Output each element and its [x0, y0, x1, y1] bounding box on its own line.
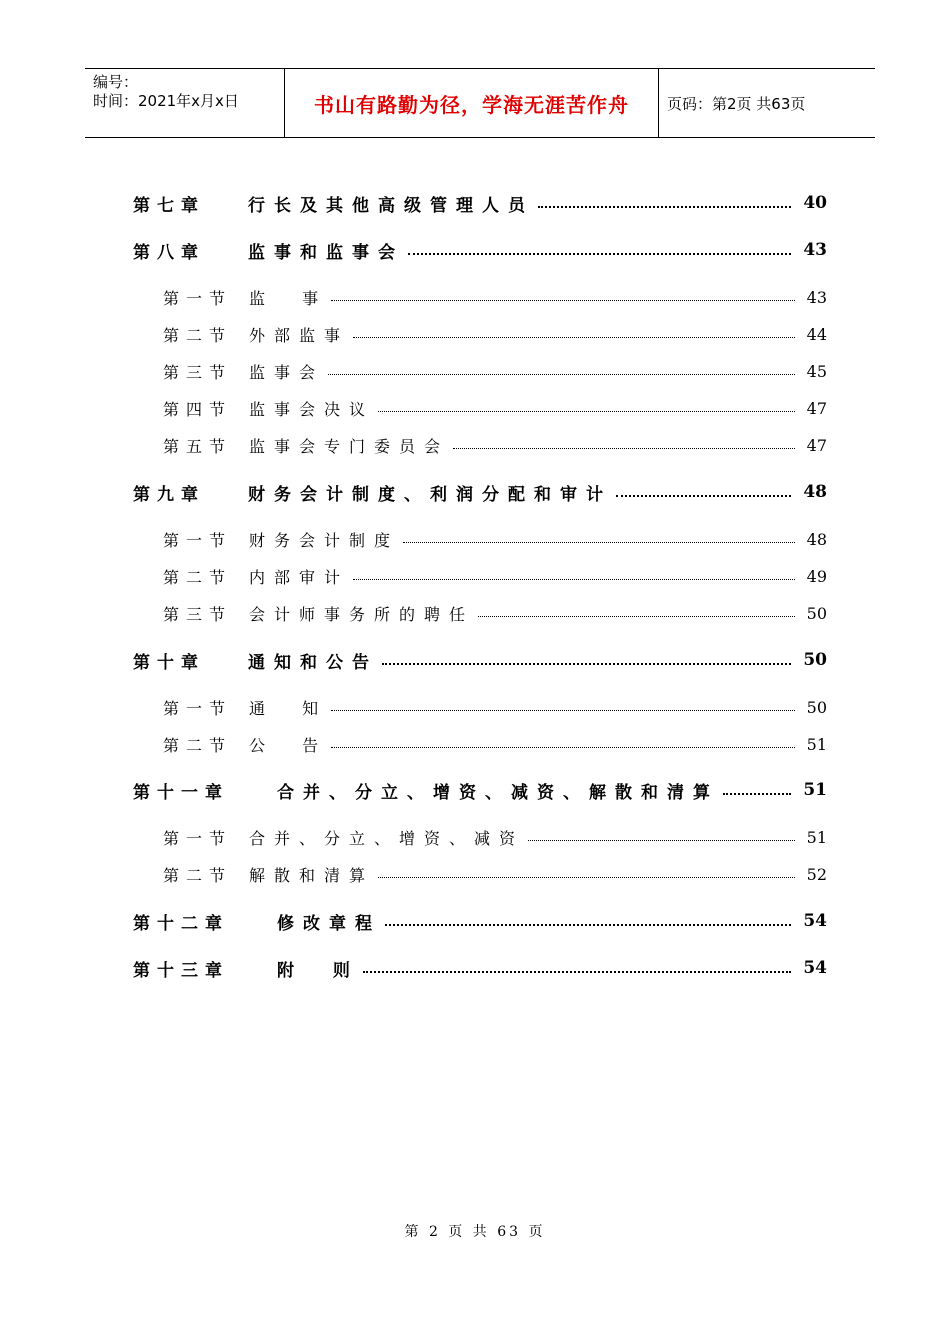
header-page-info: 页码：第2页 共63页	[667, 94, 806, 113]
toc-entry-page: 47	[806, 435, 827, 455]
toc-entry-page: 54	[803, 958, 827, 978]
toc-entry-number: 第三节	[163, 362, 233, 382]
toc-entry-page: 50	[806, 697, 827, 717]
header-motto-cell	[285, 69, 659, 137]
toc-dot-leader	[453, 447, 795, 449]
toc-dot-leader	[403, 541, 795, 543]
toc-entry-title: 修改章程	[277, 913, 381, 934]
toc-entry-title: 财务会计制度	[249, 530, 400, 550]
toc-entry-title: 监事会决议	[249, 399, 375, 419]
header-meta	[85, 69, 285, 137]
toc-chapter-entry[interactable]	[133, 480, 827, 504]
toc-entry-number: 第八章	[133, 242, 205, 263]
toc-entry-page: 52	[806, 864, 827, 884]
toc-entry-page: 51	[803, 780, 827, 800]
toc-entry-title: 监事会专门委员会	[249, 436, 450, 456]
toc-entry-number: 第九章	[133, 484, 205, 505]
toc-section-entry[interactable]	[133, 695, 827, 719]
toc-chapter-entry[interactable]	[133, 778, 827, 802]
page-footer: 第 2 页 共 63 页	[404, 1224, 546, 1240]
toc-entry-title: 行长及其他高级管理人员	[248, 195, 534, 216]
toc-entry-number: 第一节	[163, 288, 233, 308]
toc-section-entry[interactable]	[133, 433, 827, 457]
page-header	[85, 68, 875, 138]
toc-dot-leader	[328, 373, 795, 375]
toc-section-entry[interactable]	[133, 322, 827, 346]
toc-entry-title: 合并、分立、增资、减资、解散和清算	[277, 782, 719, 803]
toc-section-entry[interactable]	[133, 285, 827, 309]
toc-dot-leader	[353, 336, 795, 338]
toc-section-entry[interactable]	[133, 527, 827, 551]
toc-entry-title: 通 知	[249, 698, 328, 718]
toc-entry-title: 公 告	[249, 735, 328, 755]
time-label: 时间：2021年x月x日	[93, 92, 239, 110]
toc-entry-page: 43	[806, 287, 827, 307]
toc-section-entry[interactable]	[133, 564, 827, 588]
toc-entry-number: 第二节	[163, 325, 233, 345]
toc-entry-title: 监事会	[249, 362, 325, 382]
toc-entry-number: 第一节	[163, 828, 233, 848]
toc-entry-title: 附 则	[277, 960, 359, 981]
toc-dot-leader	[616, 494, 791, 497]
toc-dot-leader	[331, 299, 794, 301]
toc-entry-number: 第一节	[163, 698, 233, 718]
toc-entry-page: 50	[803, 650, 827, 670]
toc-entry-title: 外部监事	[249, 325, 350, 345]
toc-dot-leader	[408, 252, 791, 255]
toc-entry-page: 43	[803, 240, 827, 260]
toc-entry-number: 第七章	[133, 195, 205, 216]
toc-section-entry[interactable]	[133, 862, 827, 886]
toc-entry-number: 第十二章	[133, 913, 229, 934]
toc-chapter-entry[interactable]	[133, 956, 827, 980]
toc-entry-title: 通知和公告	[248, 652, 378, 673]
toc-entry-number: 第四节	[163, 399, 233, 419]
toc-entry-page: 45	[806, 361, 827, 381]
toc-dot-leader	[528, 839, 795, 841]
toc-dot-leader	[353, 578, 795, 580]
toc-section-entry[interactable]	[133, 396, 827, 420]
toc-chapter-entry[interactable]	[133, 238, 827, 262]
toc-dot-leader	[378, 410, 795, 412]
toc-entry-page: 48	[803, 482, 827, 502]
toc-dot-leader	[723, 792, 791, 795]
toc-chapter-entry[interactable]	[133, 909, 827, 933]
toc-chapter-entry[interactable]	[133, 648, 827, 672]
toc-entry-page: 54	[803, 911, 827, 931]
toc-entry-title: 内部审计	[249, 567, 350, 587]
toc-entry-number: 第二节	[163, 735, 233, 755]
toc-entry-page: 49	[806, 566, 827, 586]
toc-dot-leader	[385, 923, 791, 926]
toc-chapter-entry[interactable]	[133, 191, 827, 215]
toc-entry-number: 第十一章	[133, 782, 229, 803]
toc-entry-page: 51	[806, 827, 827, 847]
toc-section-entry[interactable]	[133, 732, 827, 756]
toc-entry-page: 48	[806, 529, 827, 549]
toc-entry-title: 监 事	[249, 288, 328, 308]
toc-entry-page: 50	[806, 603, 827, 623]
toc-dot-leader	[538, 205, 791, 208]
toc-entry-title: 会计师事务所的聘任	[249, 604, 475, 624]
toc-entry-number: 第二节	[163, 567, 233, 587]
toc-entry-title: 合并、分立、增资、减资	[249, 828, 525, 848]
toc-entry-page: 44	[806, 324, 827, 344]
toc-entry-number: 第一节	[163, 530, 233, 550]
toc-entry-number: 第十章	[133, 652, 205, 673]
toc-entry-title: 解散和清算	[249, 865, 375, 885]
toc-dot-leader	[331, 746, 794, 748]
toc-entry-title: 财务会计制度、利润分配和审计	[248, 484, 612, 505]
toc-dot-leader	[478, 615, 795, 617]
toc-entry-number: 第五节	[163, 436, 233, 456]
toc-entry-page: 40	[803, 193, 827, 213]
toc-entry-page: 47	[806, 398, 827, 418]
code-label: 编号：	[93, 73, 139, 91]
toc-entry-number: 第十三章	[133, 960, 229, 981]
toc-dot-leader	[378, 876, 795, 878]
toc-entry-number: 第三节	[163, 604, 233, 624]
header-motto: 书山有路勤为径，学海无涯苦作舟	[314, 92, 629, 117]
toc-entry-title: 监事和监事会	[248, 242, 404, 263]
toc-dot-leader	[382, 662, 791, 665]
toc-section-entry[interactable]	[133, 825, 827, 849]
toc-section-entry[interactable]	[133, 601, 827, 625]
toc-entry-page: 51	[806, 734, 827, 754]
toc-entry-number: 第二节	[163, 865, 233, 885]
toc-dot-leader	[363, 970, 791, 973]
toc-section-entry[interactable]	[133, 359, 827, 383]
toc-dot-leader	[331, 709, 794, 711]
